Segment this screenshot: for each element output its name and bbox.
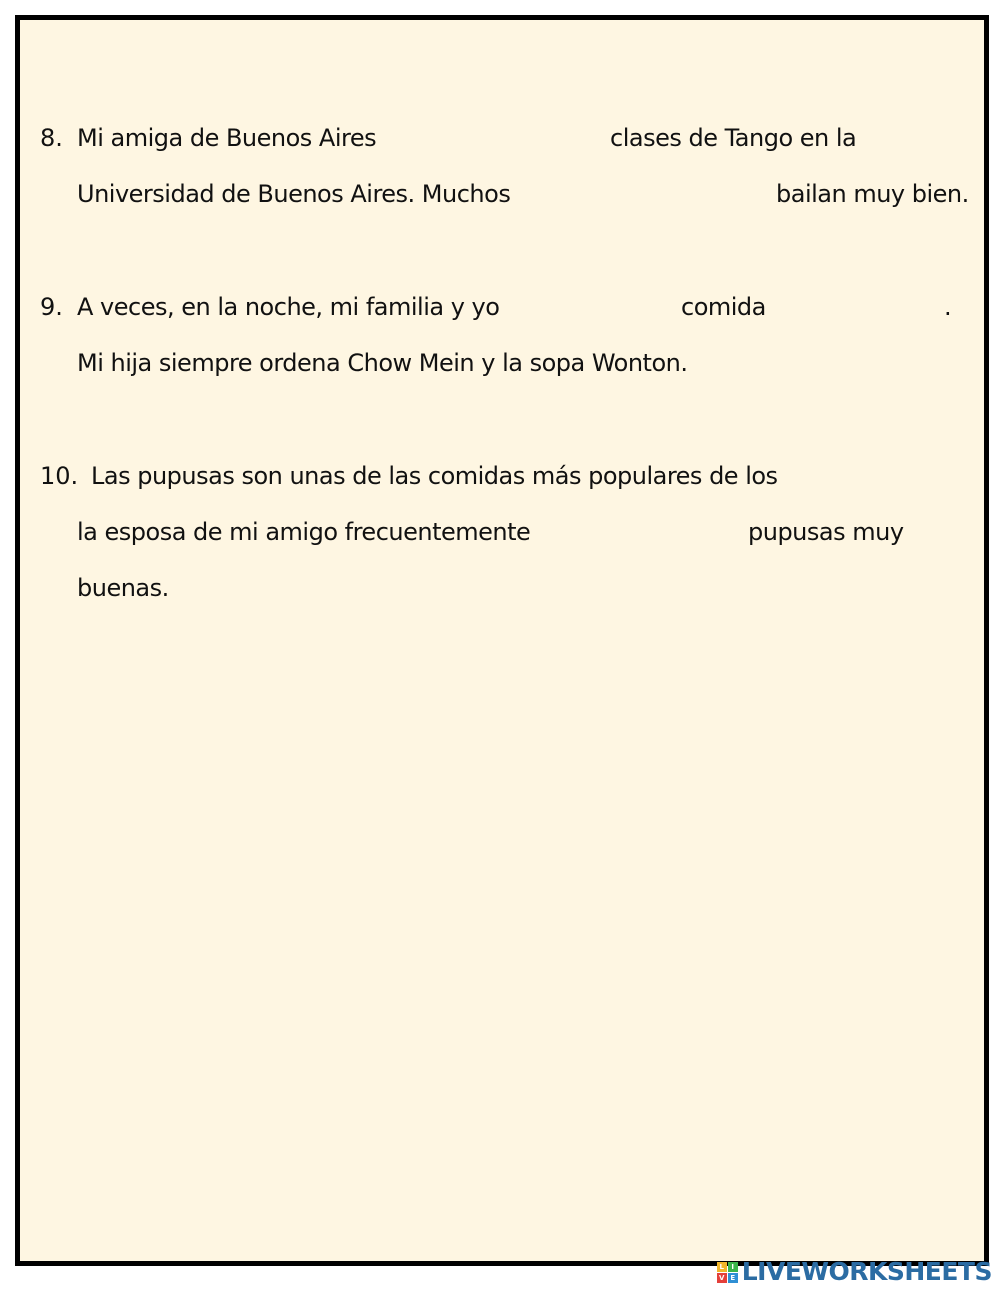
logo-blocks-icon	[717, 1262, 738, 1283]
question-text: comida	[681, 293, 766, 321]
logo-block: L	[717, 1262, 727, 1272]
question-text: Las pupusas son unas de las comidas más populares de los	[91, 462, 778, 490]
question-text: pupusas muy	[748, 518, 904, 546]
answer-blank[interactable]	[515, 292, 675, 322]
question-number: 9.	[40, 293, 63, 321]
question-text: buenas.	[77, 574, 169, 602]
answer-blank[interactable]	[550, 179, 770, 209]
logo-block: I	[728, 1262, 738, 1272]
logo-text: LIVEWORKSHEETS	[741, 1257, 992, 1286]
question-text: Mi hija siempre ordena Chow Mein y la sopa Wonton.	[77, 349, 688, 377]
question-number: 10.	[40, 462, 79, 490]
answer-blank[interactable]	[565, 517, 740, 547]
answer-blank[interactable]	[400, 123, 605, 153]
question-text: bailan muy bien.	[776, 180, 969, 208]
question-text: clases de Tango en la	[610, 124, 857, 152]
question-text: A veces, en la noche, mi familia y yo	[77, 293, 500, 321]
liveworksheets-logo	[717, 1259, 992, 1285]
question-number: 8.	[40, 124, 63, 152]
question-text: Universidad de Buenos Aires. Muchos	[77, 180, 511, 208]
answer-blank[interactable]	[828, 461, 968, 491]
logo-block: V	[717, 1273, 727, 1283]
question-text: .	[944, 293, 952, 321]
answer-blank[interactable]	[775, 292, 940, 322]
worksheet-page	[15, 15, 989, 1266]
question-text: Mi amiga de Buenos Aires	[77, 124, 377, 152]
question-text: la esposa de mi amigo frecuentemente	[77, 518, 531, 546]
logo-block: E	[728, 1273, 738, 1283]
